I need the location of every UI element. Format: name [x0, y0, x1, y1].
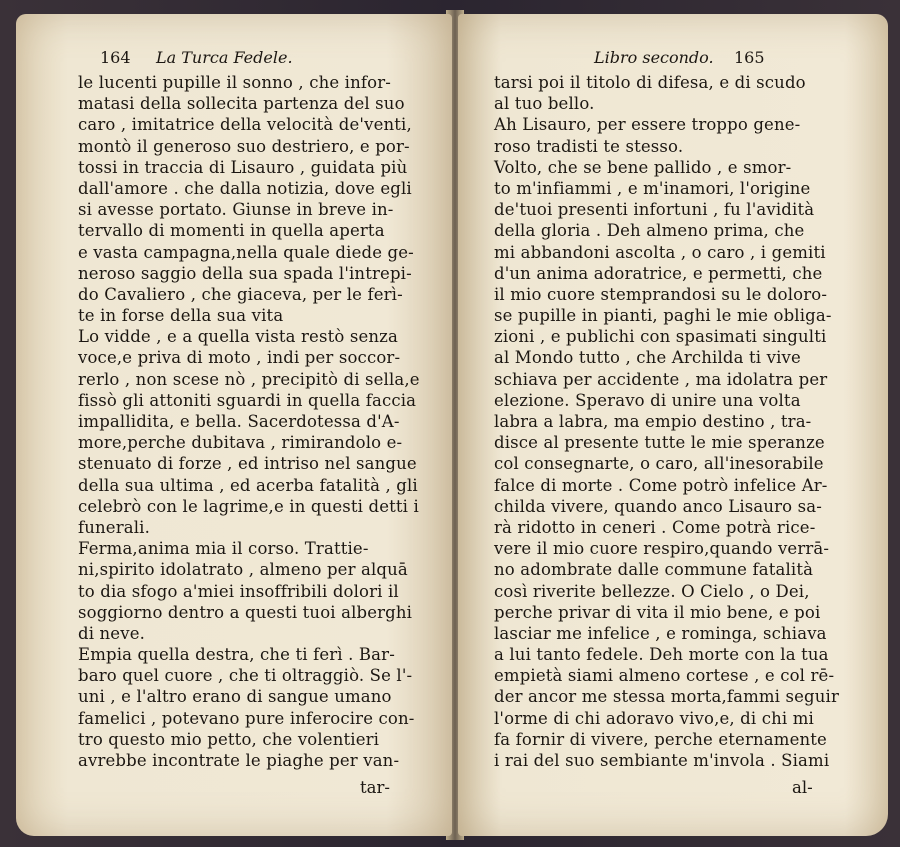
text-line: no adombrate dalle commune fatalità: [494, 560, 814, 580]
text-line: stenuato di forze , ed intriso nel sangue: [78, 454, 417, 474]
text-line: baro quel cuore , che ti oltraggiò. Se l'-: [78, 666, 413, 686]
text-line: a lui tanto fedele. Deh morte con la tua: [494, 645, 829, 665]
text-line: childa vivere, quando anco Lisauro sa-: [494, 496, 822, 516]
text-line: al tuo bello.: [494, 94, 595, 114]
left-page-number: 164: [100, 48, 131, 67]
text-line: rerlo , non scese nò , precipitò di sella,e: [78, 369, 420, 389]
text-line: uni , e l'altro erano di sangue umano: [78, 687, 392, 707]
text-line: famelici , potevano pure inferocire con-: [78, 708, 415, 728]
right-page: [458, 14, 888, 836]
text-line: roso tradisti te stesso.: [494, 136, 684, 156]
text-line: col consegnarte, o caro, all'inesorabile: [494, 454, 824, 474]
text-line: impallidita, e bella. Sacerdotessa d'A-: [78, 412, 400, 431]
left-running-title: La Turca Fedele.: [155, 48, 293, 67]
text-line: al Mondo tutto , che Archilda ti vive: [494, 348, 801, 368]
text-line: te in forse della sua vita: [78, 306, 284, 326]
text-line: tro questo mio petto, che volentieri: [78, 729, 380, 749]
text-line: der ancor me stessa morta,fammi seguir: [494, 687, 839, 707]
text-line: falce di morte . Come potrò infelice Ar-: [494, 475, 828, 495]
text-line: labra a labra, ma empio destino , tra-: [494, 412, 812, 431]
left-page: [16, 14, 452, 836]
text-line: zioni , e publichi con spasimati singulti: [494, 327, 827, 347]
text-line: della sua ultima , ed acerba fatalità , gli: [78, 475, 418, 495]
text-line: elezione. Speravo di unire una volta: [494, 390, 801, 410]
text-line: mi abbandoni ascolta , o caro , i gemiti: [494, 242, 826, 262]
text-line: ni,spirito idolatrato , almeno per alquā: [78, 560, 408, 580]
text-line: avrebbe incontrate le piaghe per van-: [78, 751, 400, 770]
text-line: neroso saggio della sua spada l'intrepi-: [78, 263, 412, 283]
text-line: l'orme di chi adoravo vivo,e, di chi mi: [494, 708, 814, 728]
text-line: to dia sfogo a'miei insoffribili dolori il: [78, 581, 399, 601]
right-catchword: al-: [792, 778, 813, 797]
text-line: tossi in traccia di Lisauro , guidata più: [78, 157, 408, 177]
text-line: more,perche dubitava , rimirandolo e-: [78, 433, 403, 453]
text-line: Ah Lisauro, per essere troppo gene-: [494, 115, 801, 135]
text-line: perche privar di vita il mio bene, e poi: [494, 602, 821, 622]
text-line: rà ridotto in ceneri . Come potrà rice-: [494, 517, 816, 537]
text-line: il mio cuore stemprandosi su le doloro-: [494, 284, 828, 304]
right-running-head: [594, 48, 765, 67]
text-line: matasi della sollecita partenza del suo: [78, 94, 405, 114]
text-line: do Cavaliero , che giaceva, per le ferì-: [78, 284, 403, 304]
text-line: d'un anima adoratrice, e permetti, che: [494, 263, 823, 283]
text-line: Empia quella destra, che ti ferì . Bar-: [78, 645, 395, 665]
text-line: schiava per accidente , ma idolatra per: [494, 369, 828, 389]
text-line: celebrò con le lagrime,e in questi detti i: [78, 496, 419, 516]
text-line: tarsi poi il titolo di difesa, e di scudo: [494, 73, 806, 92]
text-line: della gloria . Deh almeno prima, che: [494, 221, 805, 241]
text-line: lasciar me infelice , e rominga, schiava: [494, 623, 827, 643]
text-line: caro , imitatrice della velocità de'venti,: [78, 115, 412, 135]
text-line: voce,e priva di moto , indi per soccor-: [78, 348, 401, 368]
text-line: tervallo di momenti in quella aperta: [78, 221, 385, 241]
text-line: fissò gli attoniti sguardi in quella faccia: [78, 390, 417, 410]
text-line: Volto, che se bene pallido , e smor-: [494, 157, 792, 177]
text-line: Ferma,anima mia il corso. Trattie-: [78, 539, 369, 559]
text-line: funerali.: [78, 517, 150, 537]
text-line: fa fornir di vivere, perche eternamente: [494, 729, 827, 749]
text-line: empietà siami almeno cortese , e col rē-: [494, 666, 835, 686]
text-line: le lucenti pupille il sonno , che infor-: [78, 73, 391, 92]
text-line: e vasta campagna,nella quale diede ge-: [78, 242, 414, 262]
text-line: de'tuoi presenti infortuni , fu l'avidità: [494, 200, 815, 220]
text-line: di neve.: [78, 623, 146, 643]
text-line: disce al presente tutte le mie speranze: [494, 433, 825, 453]
text-line: montò il generoso suo destriero, e por-: [78, 136, 410, 156]
left-running-head: [100, 48, 293, 67]
text-line: così riverite bellezze. O Cielo , o Dei,: [494, 581, 810, 601]
text-line: si avesse portato. Giunse in breve in-: [78, 200, 394, 220]
text-line: Lo vidde , e a quella vista restò senza: [78, 327, 398, 347]
right-page-number: 165: [733, 48, 765, 67]
text-line: to m'infiammi , e m'inamori, l'origine: [494, 178, 811, 198]
text-line: vere il mio cuore respiro,quando verrā-: [494, 539, 830, 559]
left-text-block: [78, 72, 420, 771]
text-line: i rai del suo sembiante m'invola . Siami: [494, 751, 830, 770]
left-catchword: tar-: [360, 778, 390, 797]
text-line: se pupille in pianti, paghi le mie obliga-: [494, 306, 832, 326]
right-running-title: Libro secondo.: [594, 48, 714, 67]
text-line: soggiorno dentro a questi tuoi alberghi: [78, 602, 413, 622]
right-text-block: [494, 72, 839, 771]
text-line: dall'amore . che dalla notizia, dove egli: [78, 178, 412, 198]
